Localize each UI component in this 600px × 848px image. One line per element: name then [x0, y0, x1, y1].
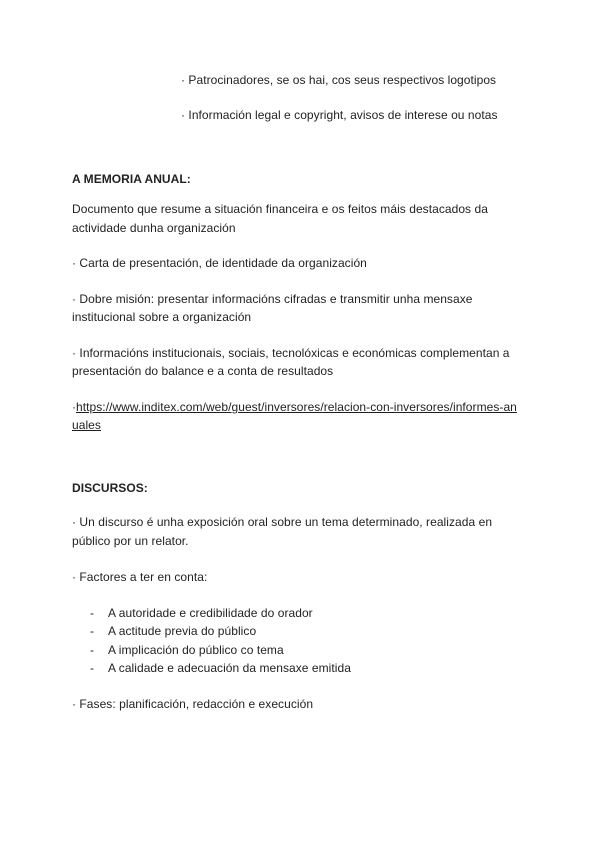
memoria-link-line-2: [72, 416, 101, 434]
discursos-factores-label: · Factores a ter en conta:: [72, 570, 208, 584]
memoria-informacions-line-2: presentación do balance e a conta de resultados: [72, 364, 334, 378]
memoria-intro-line-2: actividade dunha organización: [72, 221, 236, 235]
list-item: A autoridade e credibilidade do orador: [108, 606, 313, 620]
list-item: A actitude previa do público: [108, 624, 257, 638]
bullet-item-sponsors: · Patrocinadores, se os hai, cos seus respectivos logotipos: [181, 73, 497, 87]
inditex-link-continuation[interactable]: uales: [72, 418, 101, 432]
inditex-link[interactable]: https://www.inditex.com/web/guest/inversores/relacion-con-inversores/informes-an: [76, 400, 517, 414]
memoria-link-line-1: [72, 398, 517, 416]
list-item: A implicación do público co tema: [108, 643, 284, 657]
memoria-carta: · Carta de presentación, de identidade da organización: [72, 256, 367, 270]
section-heading-discursos: DISCURSOS:: [72, 481, 148, 495]
memoria-intro-line-1: Documento que resume a situación financeira e os feitos máis destacados da: [72, 202, 488, 216]
list-dash: -: [90, 606, 94, 620]
section-heading-memoria: A MEMORIA ANUAL:: [72, 172, 191, 186]
bullet-item-legal: · Información legal e copyright, avisos de interese ou notas: [181, 108, 498, 122]
list-dash: -: [90, 643, 94, 657]
memoria-mision-line-2: institucional sobre a organización: [72, 310, 252, 324]
list-item: A calidade e adecuación da mensaxe emitida: [108, 661, 351, 675]
discursos-intro-line-1: · Un discurso é unha exposición oral sobre un tema determinado, realizada en: [72, 515, 493, 529]
list-dash: -: [90, 661, 94, 675]
memoria-mision-line-1: · Dobre misión: presentar informacións cifradas e transmitir unha mensaxe: [72, 292, 473, 306]
discursos-fases: · Fases: planificación, redacción e execución: [72, 697, 314, 711]
discursos-intro-line-2: público por un relator.: [72, 534, 189, 548]
memoria-informacions-line-1: · Informacións institucionais, sociais, tecnolóxicas e económicas complementan a: [72, 346, 510, 360]
link-bullet: ·: [72, 400, 77, 414]
list-dash: -: [90, 624, 94, 638]
